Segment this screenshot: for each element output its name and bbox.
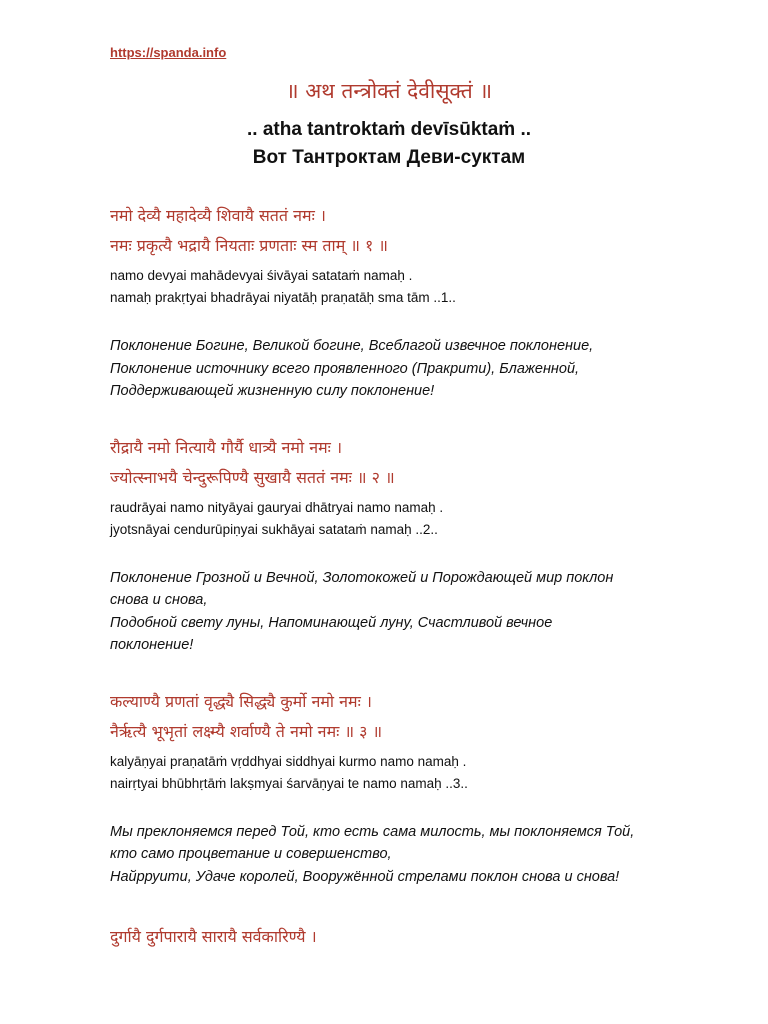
verse-devanagari-line: नमः प्रकृत्यै भद्रायै नियताः प्रणताः स्म ताम् ॥ १ ॥ <box>110 236 389 255</box>
verse-devanagari-line: रौद्रायै नमो नित्यायै गौर्यै धात्र्यै नमो नमः । <box>110 437 343 457</box>
verse-transliteration <box>110 751 768 795</box>
verse-translation-line: Найрруити, Удаче королей, Вооружённой стрелами поклон снова и снова! <box>110 868 620 885</box>
verse-devanagari-line: नमो देव्यै महादेव्यै शिवायै सततं नमः । <box>110 206 326 225</box>
source-link[interactable]: https://spanda.info <box>110 45 227 60</box>
verse-translation-line: Мы преклоняемся перед Той, кто есть сама милость, мы поклоняемся Той, <box>110 823 635 840</box>
verse-transliteration <box>110 265 768 309</box>
verse-translation <box>110 567 710 657</box>
verse-1 <box>110 201 768 403</box>
verse-transliteration-line: kalyāṇyai praṇatāṁ vṛddhyai siddhyai kurmo namo namaḥ . <box>110 753 467 769</box>
title-devanagari: ॥ अथ तन्त्रोक्तं देवीसूक्तं ॥ <box>285 79 493 103</box>
verse-translation-line: Поклонение источнику всего проявленного (Пракрити), Блаженной, <box>110 360 580 377</box>
verse-translation <box>110 821 710 889</box>
title-russian: Вот Тантроктам Деви-суктам <box>252 147 526 168</box>
verse-translation-line: Подобной свету луны, Напоминающей луну, Счастливой вечное <box>110 614 553 631</box>
verse-transliteration-line: jyotsnāyai cendurūpiṇyai sukhāyai satataṁ namaḥ ..2.. <box>110 521 438 537</box>
verse-3 <box>110 687 768 889</box>
verse-devanagari-line: कल्याण्यै प्रणतां वृद्ध्यै सिद्ध्यै कुर्मो नमो नमः । <box>110 691 372 711</box>
verse-transliteration-line: nairṛtyai bhūbhṛtāṁ lakṣmyai śarvāṇyai te namo namaḥ ..3.. <box>110 775 468 791</box>
verse-translation-line: снова и снова, <box>110 592 208 608</box>
verse-translation-line: кто само процветание и совершенство, <box>110 846 392 862</box>
verse-translation-line: поклонение! <box>110 637 194 653</box>
verse-translation <box>110 335 710 403</box>
verse-devanagari-line: नैर्ऋत्यै भूभृतां लक्ष्म्यै शर्वाण्यै ते नमो नमः ॥ ३ ॥ <box>110 721 383 741</box>
verse-4-devanagari-line: दुर्गायै दुर्गपारायै सारायै सर्वकारिण्यै । <box>110 927 317 946</box>
verse-translation-line: Поклонение Богине, Великой богине, Всеблагой извечное поклонение, <box>110 338 594 354</box>
title-transliteration: .. atha tantroktaṁ devīsūktaṁ .. <box>246 119 532 140</box>
verse-transliteration-line: namo devyai mahādevyai śivāyai satataṁ namaḥ . <box>110 268 413 283</box>
verse-transliteration-line: namaḥ prakṛtyai bhadrāyai niyatāḥ praṇatāḥ sma tām ..1.. <box>110 290 456 305</box>
verse-translation-line: Поддерживающей жизненную силу поклонение! <box>110 383 435 399</box>
verse-devanagari-line: ज्योत्स्नाभयै चेन्दुरूपिण्यै सुखायै सततं नमः ॥ २ ॥ <box>110 467 395 487</box>
verse-2 <box>110 433 768 657</box>
verse-translation-line: Поклонение Грозной и Вечной, Золотокожей и Порождающей мир поклон <box>110 569 614 586</box>
verse-transliteration <box>110 497 768 541</box>
verse-transliteration-line: raudrāyai namo nityāyai gauryai dhātryai namo namaḥ . <box>110 499 444 515</box>
